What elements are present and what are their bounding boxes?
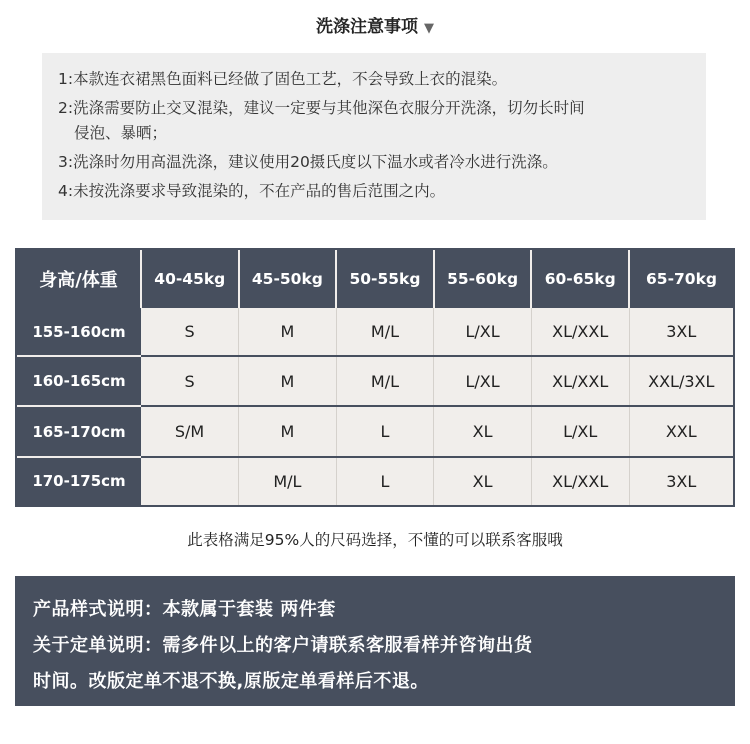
note-2-line-1: 2:洗涤需要防止交叉混染，建议一定要与其他深色衣服分开洗涤，切勿长时间: [58, 99, 585, 117]
size-cell: XXL: [629, 406, 733, 456]
size-cell: 3XL: [666, 471, 697, 491]
size-cell: M/L: [336, 308, 434, 356]
size-cell: L/XL: [531, 406, 629, 456]
size-cell: XL: [434, 406, 532, 456]
size-cell: M/L: [336, 356, 434, 406]
washing-notes-box: [42, 53, 706, 220]
order-note-line-1: 关于定单说明：需多件以上的客户请联系客服看样并咨询出货: [33, 635, 533, 656]
size-cell: L: [336, 457, 434, 505]
note-2: [58, 96, 690, 146]
height-header: 155-160cm: [17, 308, 141, 356]
size-cell: S: [141, 308, 239, 356]
height-header: 165-170cm: [17, 406, 141, 456]
size-cell: M: [239, 406, 337, 456]
size-cell: XL/XXL: [531, 308, 629, 356]
size-cell: M/L: [239, 457, 337, 505]
table-row: [17, 406, 733, 456]
weight-header: 65-70kg: [629, 250, 733, 308]
order-note-line-2: 时间。改版定单不退不换,原版定单看样后不退。: [33, 671, 429, 692]
table-row: [17, 356, 733, 406]
size-chart-header-row: [17, 250, 733, 308]
size-cell: L: [336, 406, 434, 456]
weight-header: 55-60kg: [434, 250, 532, 308]
size-cell: L/XL: [434, 356, 532, 406]
corner-header: 身高/体重: [17, 250, 141, 308]
product-info-box: [15, 576, 735, 706]
size-cell: L/XL: [434, 308, 532, 356]
section-title: [0, 12, 750, 37]
weight-header: 40-45kg: [141, 250, 239, 308]
size-cell: XL/XXL: [531, 356, 629, 406]
weight-header: 50-55kg: [336, 250, 434, 308]
size-cell: [141, 457, 239, 505]
size-cell: XL: [434, 457, 532, 505]
size-cell: XXL/3XL: [629, 356, 733, 406]
table-row: [17, 308, 733, 356]
weight-header: 45-50kg: [239, 250, 337, 308]
note-1: 1:本款连衣裙黑色面料已经做了固色工艺，不会导致上衣的混染。: [58, 70, 508, 88]
size-chart-table: [17, 250, 733, 505]
size-chart-footnote: 此表格满足95%人的尺码选择，不懂的可以联系客服哦: [187, 531, 563, 549]
note-4: 4:未按洗涤要求导致混染的，不在产品的售后范围之内。: [58, 182, 446, 200]
table-row: [17, 457, 733, 505]
height-header: 160-165cm: [17, 356, 141, 406]
note-2-line-2: 侵泡、暴晒；: [74, 124, 168, 142]
weight-header: 60-65kg: [531, 250, 629, 308]
size-cell: 3XL: [629, 308, 733, 356]
section-title-text: 洗涤注意事项: [316, 17, 418, 37]
size-cell: M: [239, 308, 337, 356]
product-style-note: 产品样式说明：本款属于套装 两件套: [33, 599, 336, 620]
note-3: 3:洗涤时勿用高温洗涤，建议使用20摄氏度以下温水或者冷水进行洗涤。: [58, 153, 558, 171]
height-header: 170-175cm: [17, 457, 141, 505]
size-chart: [15, 248, 735, 507]
size-cell: XL/XXL: [531, 457, 629, 505]
size-cell: S/M: [141, 406, 239, 456]
triangle-down-icon: ▼: [424, 21, 434, 36]
size-cell: M: [239, 356, 337, 406]
size-cell: S: [141, 356, 239, 406]
